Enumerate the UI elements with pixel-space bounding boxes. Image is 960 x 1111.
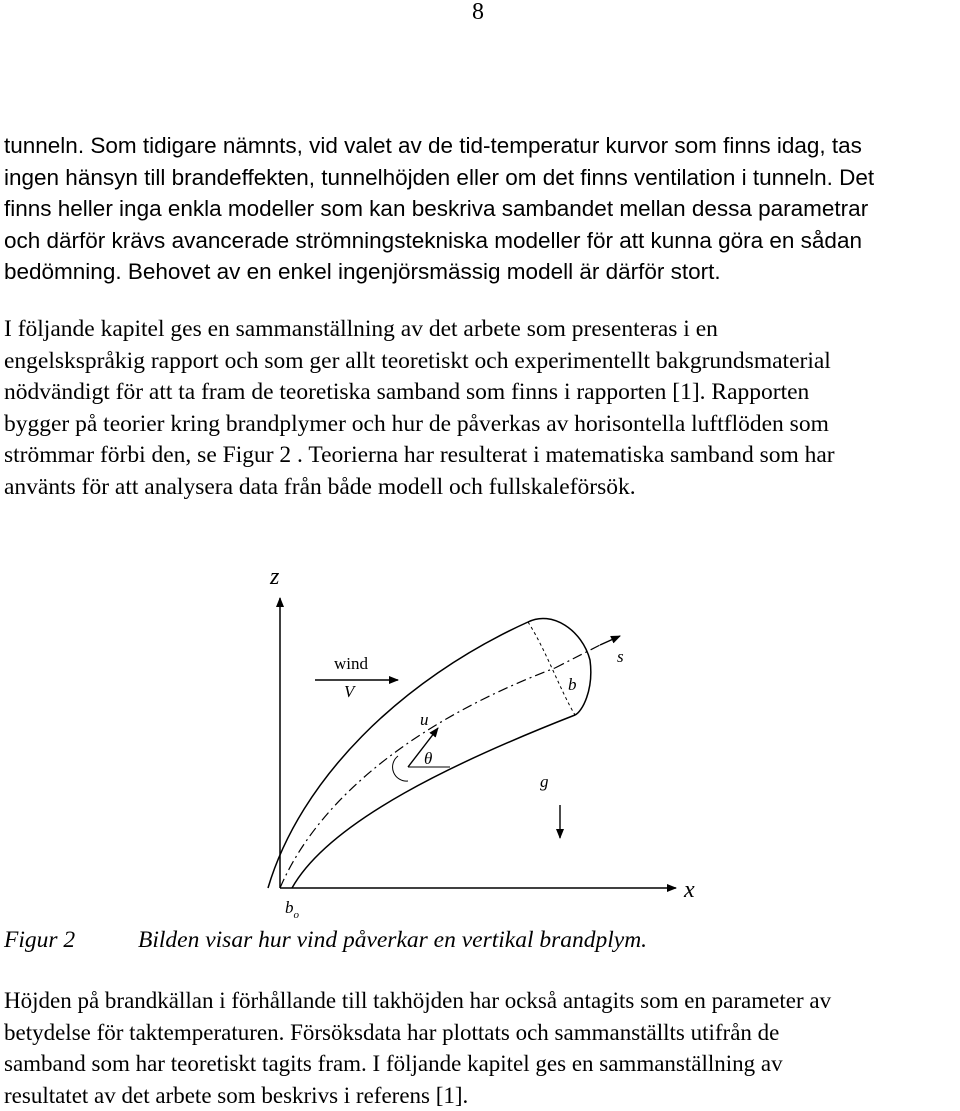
text-line: bedömning. Behovet av en enkel ingenjörsmässig modell är därför stort. <box>4 256 960 288</box>
theta-arc <box>393 756 408 781</box>
plume-diagram <box>0 555 960 935</box>
s-label: s <box>617 647 624 666</box>
bo-label <box>285 898 300 921</box>
v-label: V <box>344 682 357 701</box>
wind-label: wind <box>334 654 369 673</box>
paragraph-3 <box>4 985 960 1111</box>
text-line: och därför krävs avancerade strömningstekniska modeller för att kunna göra en sådan <box>4 225 960 257</box>
text-line: engelskspråkig rapport och som ger allt teoretiskt och experimentellt bakgrundsmaterial <box>4 346 960 378</box>
plume-end-cap <box>528 618 591 715</box>
u-label: u <box>420 710 429 729</box>
text-line: betydelse för taktemperaturen. Försöksdata har plottats och sammanställts utifrån de <box>4 1017 960 1049</box>
text-line: använts för att analysera data från både modell och fullskaleförsök. <box>4 472 960 504</box>
text-line: bygger på teorier kring brandplymer och hur de påverkas av horisontella luftflöden som <box>4 409 960 441</box>
text-line: I följande kapitel ges en sammanställning av det arbete som presenteras i en <box>4 314 960 346</box>
theta-label: θ <box>424 749 432 768</box>
text-line: Höjden på brandkällan i förhållande till takhöjden har också antagits som en parameter av <box>4 985 960 1017</box>
paragraph-1 <box>4 130 960 288</box>
u-arrow <box>408 728 438 767</box>
text-line: strömmar förbi den, se Figur 2 . Teorierna har resulterat i matematiska samband som har <box>4 440 960 472</box>
page-number: 8 <box>472 0 484 26</box>
caption-text: Bilden visar hur vind påverkar en vertikal brandplym. <box>138 924 647 956</box>
plume-cross-section <box>528 622 575 715</box>
text-line: finns heller inga enkla modeller som kan beskriva sambandet mellan dessa parametrar <box>4 193 960 225</box>
text-line: nödvändigt för att ta fram de teoretiska samband som finns i rapporten [1]. Rapporten <box>4 377 960 409</box>
caption-label: Figur 2 <box>4 924 75 956</box>
bo-main: b <box>285 898 294 917</box>
plume-upper-edge <box>268 622 528 888</box>
x-label: x <box>683 877 695 903</box>
plume-lower-edge <box>292 715 575 888</box>
text-line: tunneln. Som tidigare nämnts, vid valet av de tid-temperatur kurvor som finns idag, tas <box>4 130 960 162</box>
g-label: g <box>540 772 549 791</box>
s-axis <box>555 645 600 668</box>
text-line: resultatet av det arbete som beskrivs i referens [1]. <box>4 1080 960 1111</box>
text-line: samband som har teoretiskt tagits fram. I följande kapitel ges en sammanställning av <box>4 1048 960 1080</box>
bo-subscript: o <box>294 909 300 921</box>
s-arrow <box>600 636 620 645</box>
text-line: ingen hänsyn till brandeffekten, tunnelhöjden eller om det finns ventilation i tunneln. Det <box>4 162 960 194</box>
plume-centerline <box>280 668 555 888</box>
paragraph-2 <box>4 314 960 503</box>
b-label: b <box>568 675 577 694</box>
z-label: z <box>269 564 280 590</box>
